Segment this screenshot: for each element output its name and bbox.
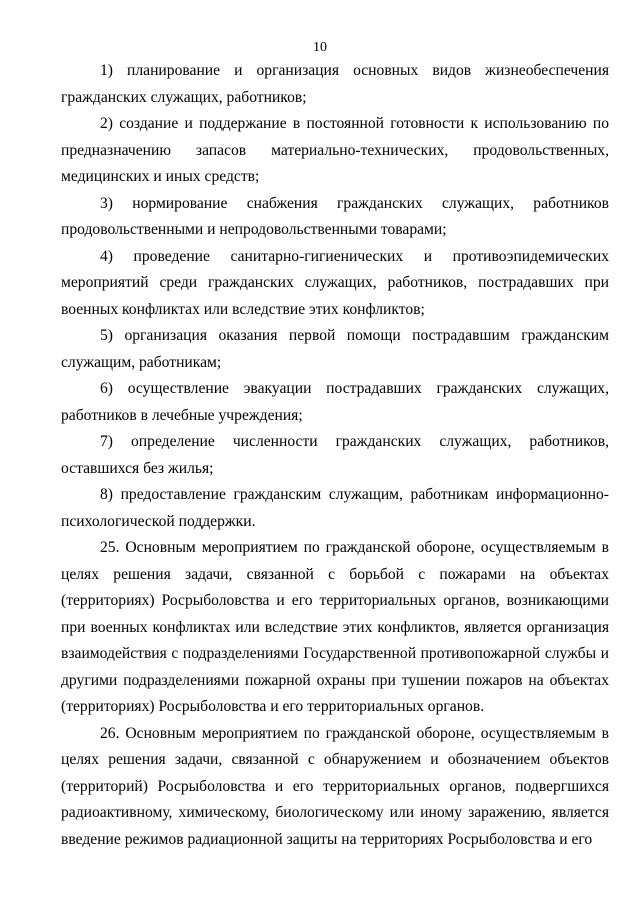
paragraph-item-5: 5) организация оказания первой помощи пострадавшим гражданским служащим, работникам; [61, 327, 609, 371]
paragraph-item-2: 2) создание и поддержание в постоянной готовности к использованию по предназначению запасов материально-технических, продовольственных, медицинских и иных средств; [61, 115, 609, 185]
paragraph-clause-26: 26. Основным мероприятием по гражданской обороне, осуществляемым в целях решения задачи, связанной с обнаружением и обозначением объектов (территорий) Росрыболовства и его территориальных органов, подвергшихся радиоактивному, химическому, биологическому или иному заражению, является введение режимов радиационной защиты на территориях Росрыболовства и его [61, 724, 609, 848]
paragraph-item-4: 4) проведение санитарно-гигиенических и противоэпидемических мероприятий среди гражданских служащих, работников, пострадавших при военных конфликтах или вследствие этих конфликтов; [61, 247, 609, 318]
paragraph-clause-25: 25. Основным мероприятием по гражданской обороне, осуществляемым в целях решения задачи, связанной с борьбой с пожарами на объектах (территориях) Росрыболовства и его территориальных органов, возникающими при военных конфликтах или вследствие этих конфликтов, является организация взаимодействия с подразделениями Государственной противопожарной службы и другими подразделениями пожарной охраны при тушении пожаров на объектах (территориях) Росрыболовства и его территориальных органов. [61, 539, 609, 715]
page-number: 10 [313, 40, 327, 55]
paragraph-item-3: 3) нормирование снабжения гражданских служащих, работников продовольственными и непродовольственными товарами; [61, 194, 609, 238]
paragraph-item-1: 1) планирование и организация основных видов жизнеобеспечения гражданских служащих, работников; [61, 62, 609, 106]
paragraph-item-8: 8) предоставление гражданским служащим, работникам информационно-психологической поддержки. [61, 486, 609, 530]
paragraph-item-6: 6) осуществление эвакуации пострадавших гражданских служащих, работников в лечебные учреждения; [61, 380, 609, 424]
paragraph-item-7: 7) определение численности гражданских служащих, работников, оставшихся без жилья; [61, 433, 609, 477]
document-body [61, 58, 609, 853]
